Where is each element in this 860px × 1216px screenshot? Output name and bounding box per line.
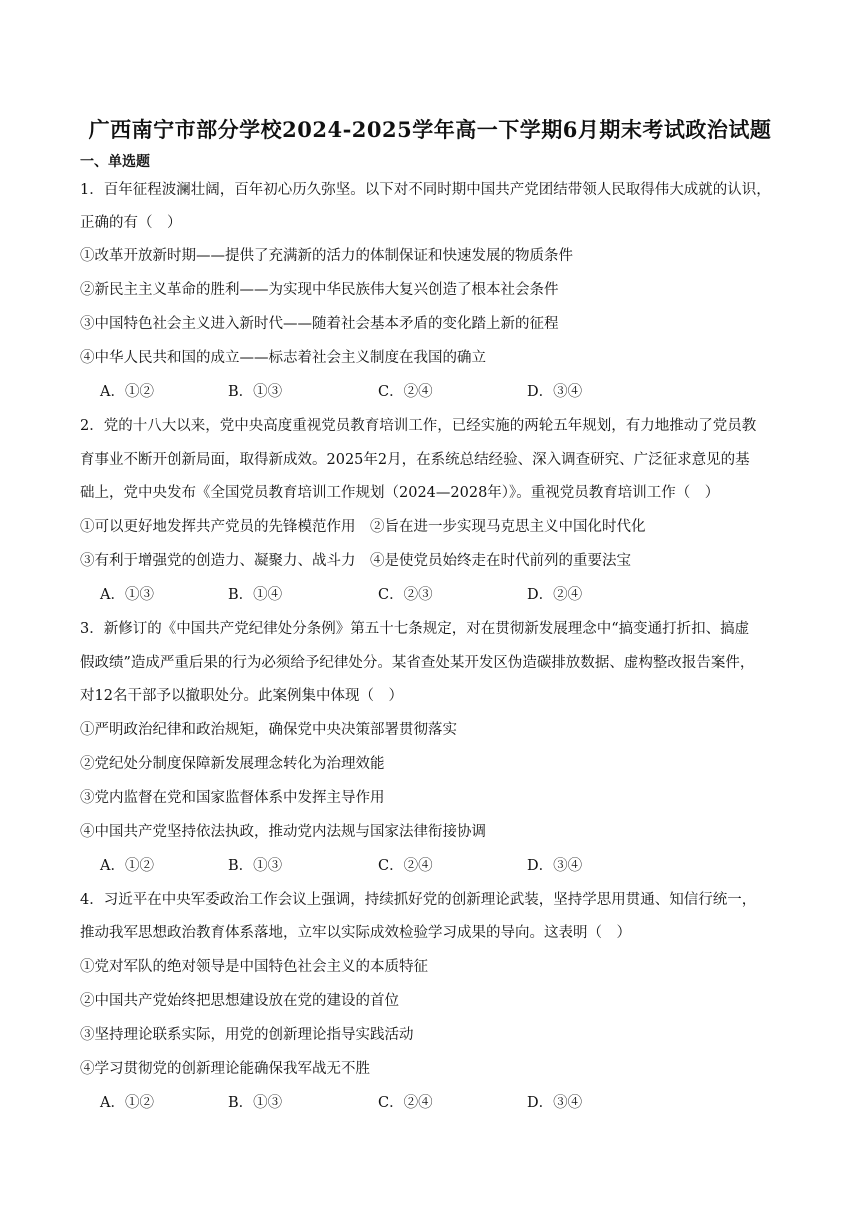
option-d[interactable]: D．②④ xyxy=(527,587,583,603)
option-b[interactable]: B．①④ xyxy=(228,587,283,603)
question-4-statement-2: ②中国共产党始终把思想建设放在党的建设的首位 xyxy=(80,993,399,1009)
question-1-stem-line-2: 正确的有（ ） xyxy=(80,215,182,231)
question-4-statement-3: ③坚持理论联系实际，用党的创新理论指导实践活动 xyxy=(80,1027,414,1043)
option-c[interactable]: C．②④ xyxy=(378,858,433,874)
question-2-statements-row-2: ③有利于增强党的创造力、凝聚力、战斗力 ④是使党员始终走在时代前列的重要法宝 xyxy=(80,553,631,569)
question-2-stem-line-2: 育事业不断开创新局面，取得新成效。2025年2月，在系统总结经验、深入调查研究、广泛征求意见的基 xyxy=(80,452,750,468)
question-3-stem-line-3: 对12名干部予以撤职处分。此案例集中体现（ ） xyxy=(80,688,403,704)
question-1-statement-1: ①改革开放新时期——提供了充满新的活力的体制保证和快速发展的物质条件 xyxy=(80,248,573,264)
option-d[interactable]: D．③④ xyxy=(527,1095,583,1111)
question-1-stem-line-1: 1．百年征程波澜壮阔，百年初心历久弥坚。以下对不同时期中国共产党团结带领人民取得伟大成就的认识， xyxy=(80,182,771,198)
question-3-stem-line-2: 假政绩”造成严重后果的行为必须给予纪律处分。某省查处某开发区伪造碳排放数据、虚构整改报告案件， xyxy=(80,655,755,671)
question-3-statement-4: ④中国共产党坚持依法执政，推动党内法规与国家法律衔接协调 xyxy=(80,824,486,840)
question-4-stem-line-1: 4．习近平在中央军委政治工作会议上强调，持续抓好党的创新理论武装，坚持学思用贯通、知信行统一， xyxy=(80,892,757,908)
option-d[interactable]: D．③④ xyxy=(527,858,583,874)
option-a[interactable]: A．①② xyxy=(100,384,154,400)
question-2-statements-row-1: ①可以更好地发挥共产党员的先锋模范作用 ②旨在进一步实现马克思主义中国化时代化 xyxy=(80,519,646,535)
option-b[interactable]: B．①③ xyxy=(228,858,283,874)
question-1-statement-3: ③中国特色社会主义进入新时代——随着社会基本矛盾的变化踏上新的征程 xyxy=(80,316,559,332)
option-b[interactable]: B．①③ xyxy=(228,1095,283,1111)
question-3-stem-line-1: 3．新修订的《中国共产党纪律处分条例》第五十七条规定，对在贯彻新发展理念中“搞变通打折扣、搞虚 xyxy=(80,621,750,637)
question-1-statement-4: ④中华人民共和国的成立——标志着社会主义制度在我国的确立 xyxy=(80,350,486,366)
option-d[interactable]: D．③④ xyxy=(527,384,583,400)
question-4-statement-1: ①党对军队的绝对领导是中国特色社会主义的本质特征 xyxy=(80,959,428,975)
option-a[interactable]: A．①③ xyxy=(100,587,154,603)
question-1-statement-2: ②新民主主义革命的胜利——为实现中华民族伟大复兴创造了根本社会条件 xyxy=(80,282,559,298)
option-b[interactable]: B．①③ xyxy=(228,384,283,400)
question-3-statement-3: ③党内监督在党和国家监督体系中发挥主导作用 xyxy=(80,790,385,806)
question-4-statement-4: ④学习贯彻党的创新理论能确保我军战无不胜 xyxy=(80,1061,370,1077)
question-3-statement-2: ②党纪处分制度保障新发展理念转化为治理效能 xyxy=(80,756,385,772)
option-c[interactable]: C．②④ xyxy=(378,384,433,400)
question-2-stem-line-1: 2．党的十八大以来，党中央高度重视党员教育培训工作，已经实施的两轮五年规划，有力地推动了党员教 xyxy=(80,418,757,434)
question-4-stem-line-2: 推动我军思想政治教育体系落地，立牢以实际成效检验学习成果的导向。这表明（ ） xyxy=(80,925,631,941)
question-3-statement-1: ①严明政治纪律和政治规矩，确保党中央决策部署贯彻落实 xyxy=(80,722,457,738)
section-heading: 一、单选题 xyxy=(80,154,150,170)
option-a[interactable]: A．①② xyxy=(100,1095,154,1111)
page-title: 广西南宁市部分学校2024-2025学年高一下学期6月期末考试政治试题 xyxy=(88,117,772,142)
option-c[interactable]: C．②④ xyxy=(378,1095,433,1111)
question-2-stem-line-3: 础上，党中央发布《全国党员教育培训工作规划（2024—2028年）》。重视党员教育培训工作（ ） xyxy=(80,485,720,501)
option-c[interactable]: C．②③ xyxy=(378,587,433,603)
option-a[interactable]: A．①② xyxy=(100,858,154,874)
